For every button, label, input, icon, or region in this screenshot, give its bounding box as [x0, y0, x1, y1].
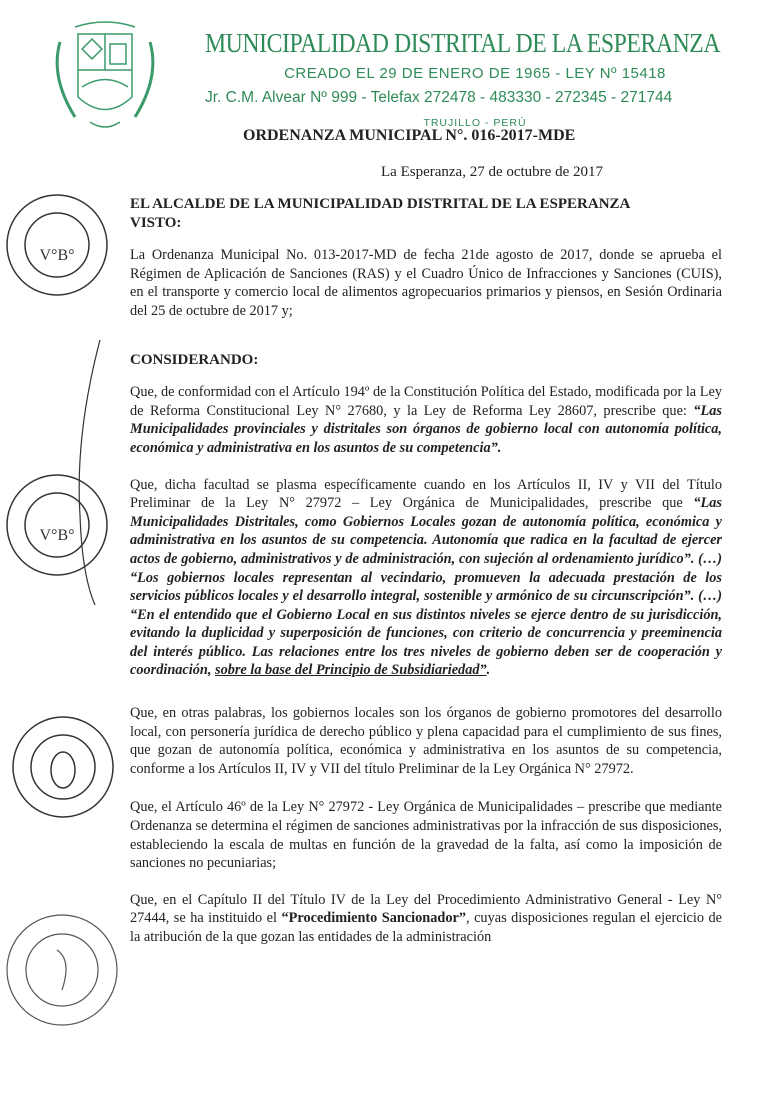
text-run: sobre la base del Principio de Subsidiariedad” — [215, 662, 487, 679]
paragraph — [130, 476, 722, 681]
city: TRUJILLO - PERÚ — [423, 117, 527, 129]
text-run: . — [486, 662, 491, 679]
text-run: Que, de conformidad con el Artículo 194º de la Constitución Política del Estado, modificada por la Ley de Reforma Constitucional Ley N° 27680, y la Ley de Reforma Ley 28607, prescribe que: — [130, 384, 722, 419]
text-run: Que, en otras palabras, los gobiernos locales son los órganos de gobierno promotores del desarrollo local, con personería jurídica de derecho público y plena capacidad para el cumplimiento de sus fines, que gozan de autonomía política, económica y administrativa en los asuntos de su competencia, conforme a los Artículos II, IV y VII del título Preliminar de la Ley Orgánica N° 27972. — [130, 705, 722, 777]
text-run: “Las Municipalidades Distritales, como Gobiernos Locales gozan de autonomía política, económica y administrativa en los asuntos de su competencia. Autonomía que radica en la facultad de ejercer actos de gobierno, administrativos y de administración, con sujeción al ordenamiento jurídico”. (…) “Los gobiernos locales representan al vecindario, promueven la adecuada prestación de los servicios públicos locales y el desarrollo integral, sostenible y armónico de su circunscripción”. (…) “En el entendido que el Gobierno Local en sus distintos niveles se ejerce dentro de su jurisdicción, evitando la duplicidad y superposición de funciones, con criterio de concurrencia y preeminencia del interés público. Las relaciones entre los tres niveles de gobierno deben ser de cooperación y coordinación, — [130, 495, 722, 679]
text-run: Que, el Artículo 46º de la Ley N° 27972 - Ley Orgánica de Municipalidades – prescribe que mediante Ordenanza se determina el régimen de sanciones administrativas por la infracción de sus disposiciones, estableciendo la escala de multas en función de la gravedad de la falta, así como la imposición de sanciones no pecuniarias; — [130, 799, 722, 872]
stamp-alcaldia — [2, 910, 122, 1030]
heading-alcalde: EL ALCALDE DE LA MUNICIPALIDAD DISTRITAL DE LA ESPERANZA — [130, 196, 631, 212]
paragraph — [130, 704, 722, 778]
svg-text:V°B°: V°B° — [39, 247, 75, 264]
stamp-secretaria-general — [8, 712, 118, 822]
paragraph — [130, 383, 722, 457]
text-run: , cuyas disposiciones regulan el ejercicio de la atribución de la que gozan las entidades de la administración — [130, 910, 722, 945]
document-date: La Esperanza, 27 de octubre de 2017 — [381, 164, 603, 180]
svg-text:V°B°: V°B° — [39, 527, 75, 544]
letterhead — [205, 28, 745, 129]
document-body — [130, 195, 722, 963]
municipal-coat-of-arms-logo — [40, 12, 170, 142]
text-run: Que, dicha facultad se plasma específicamente cuando en los Artículos II, IV y VII del Título Preliminar de la Ley N° 27972 – Ley Orgánica de Municipalidades, prescribe que — [130, 476, 722, 512]
text-run: Que, en el Capítulo II del Título IV de la Ley del Procedimiento Administrativo General - Ley N° 27444, se ha instituido el — [130, 891, 722, 927]
heading-considerando: CONSIDERANDO: — [130, 351, 259, 368]
text-run: “Las Municipalidades provinciales y distritales son órganos de gobierno local con autonomía política, económica y administrativa en los asuntos de su competencia”. — [130, 402, 722, 456]
address-phones: Jr. C.M. Alvear Nº 999 - Telefax 272478 - 483330 - 272345 - 271744 — [205, 89, 673, 106]
text-run: “Procedimiento Sancionador” — [281, 910, 467, 927]
stamp-gerencia-municipal — [2, 190, 112, 300]
paragraph — [130, 798, 722, 872]
handwritten-signature — [70, 335, 110, 615]
creation-info: CREADO EL 29 DE ENERO DE 1965 - LEY Nº 15418 — [284, 65, 666, 82]
paragraph — [130, 246, 722, 320]
paragraph — [130, 891, 722, 947]
heading-visto: VISTO: — [130, 214, 182, 231]
ordinance-title: ORDENANZA MUNICIPAL N°. 016-2017-MDE — [243, 127, 576, 144]
text-run: La Ordenanza Municipal No. 013-2017-MD de fecha 21de agosto de 2017, donde se aprueba el Régimen de Aplicación de Sanciones (RAS) y el Cuadro Único de Infracciones y Sanciones (CUIS), en el transporte y comercio local de alimentos agropecuarios primarios y piensos, en Sesión Ordinaria del 25 de octubre de 2017 y; — [130, 247, 722, 319]
municipality-name: MUNICIPALIDAD DISTRITAL DE LA ESPERANZA — [205, 28, 721, 58]
